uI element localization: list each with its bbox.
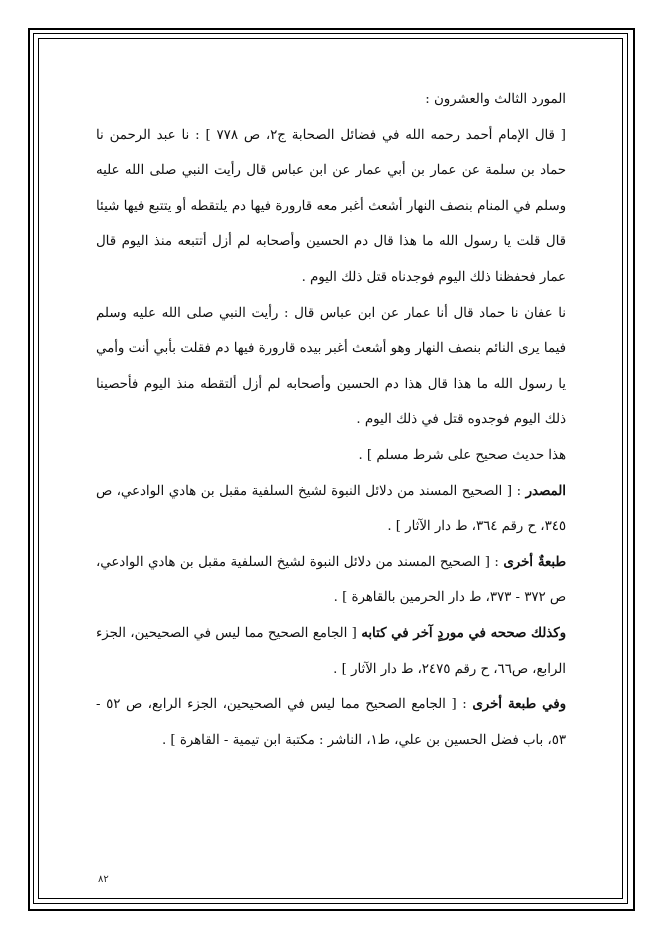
grading-statement: هذا حديث صحيح على شرط مسلم ] .	[358, 447, 566, 463]
also-label: وكذلك صححه في موردٍ آخر في كتابه	[361, 625, 566, 641]
page-number: ٨٢	[98, 874, 109, 885]
source-label: المصدر	[525, 483, 566, 499]
hadith-paragraph-2: نا عفان نا حماد قال أنا عمار عن ابن عباس قال : رأيت النبي صلى الله عليه وسلم فيما يرى النائم بنصف النهار وهو أشعث أغبر بيده قارورة فيها دم فقلت بأبي أنت وأمي يا رسول الله ما هذا قال هذا دم الحسين وأصحابه لم أزل ألتقطه منذ اليوم فأحصينا ذلك اليوم فوجدوه قتل في ذلك اليوم .	[96, 305, 566, 428]
hadith-paragraph-1: [ قال الإمام أحمد رحمه الله في فضائل الصحابة ج٢، ص ٧٧٨ ] : نا عبد الرحمن نا حماد بن سلمة عن عمار بن أبي عمار عن ابن عباس قال رأيت النبي صلى الله عليه وسلم في المنام بنصف النهار أشعث أغبر معه قارورة فيها دم يلتقطه أو يتتبع فيها شيئا قال قلت يا رسول الله ما هذا قال دم الحسين وأصحابه لم أزل أتتبعه منذ اليوم قال عمار فحفظنا ذلك اليوم فوجدناه قتل ذلك اليوم .	[96, 127, 566, 285]
section-heading: المورد الثالث والعشرون :	[425, 92, 566, 107]
edition-text: : [ الصحيح المسند من دلائل النبوة لشيخ السلفية مقبل بن هادي الوادعي، ص ٣٧٢ - ٣٧٣، ط دار الحرمين بالقاهرة ] .	[96, 554, 566, 606]
also-reference	[96, 616, 566, 687]
source-reference	[96, 474, 566, 545]
source-text: : [ الصحيح المسند من دلائل النبوة لشيخ السلفية مقبل بن هادي الوادعي، ص ٣٤٥، ح رقم ٣٦٤، ط دار الآثار ] .	[96, 483, 566, 535]
other-edition-reference	[96, 687, 566, 758]
other-edition-label: وفي طبعة أخرى	[472, 697, 566, 713]
edition-label: طبعةٌ أخرى	[503, 554, 566, 570]
other-edition-text: : [ الجامع الصحيح مما ليس في الصحيحين، الجزء الرابع، ص ٥٢ - ٥٣، باب فضل الحسين بن علي، ط١، الناشر : مكتبة ابن تيمية - القاهرة ] .	[96, 697, 566, 748]
page-body	[96, 82, 566, 758]
edition-reference	[96, 545, 566, 616]
also-text: [ الجامع الصحيح مما ليس في الصحيحين، الجزء الرابع، ص٦٦، ح رقم ٢٤٧٥، ط دار الآثار ] .	[96, 625, 566, 677]
